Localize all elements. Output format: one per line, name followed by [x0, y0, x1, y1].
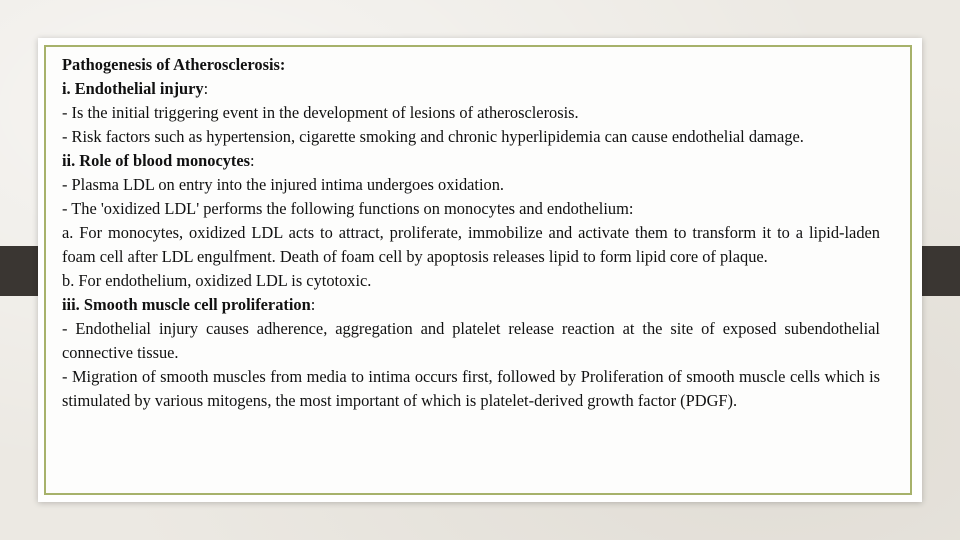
section-1-point-2: - Risk factors such as hypertension, cigarette smoking and chronic hyperlipidemia can cause endothelial damage. — [62, 127, 804, 146]
section-1-heading: i. Endothelial injury — [62, 79, 204, 98]
section-3-heading-line — [62, 293, 880, 317]
section-2-point-2: - The 'oxidized LDL' performs the following functions on monocytes and endothelium: — [62, 199, 634, 218]
section-1-colon: : — [203, 79, 209, 98]
slide-text-block — [62, 53, 880, 413]
section-2-point-1: - Plasma LDL on entry into the injured intima undergoes oxidation. — [62, 175, 505, 194]
section-3-heading: iii. Smooth muscle cell proliferation — [62, 295, 311, 314]
section-2-heading: ii. Role of blood monocytes — [62, 151, 251, 170]
section-1-point-1: - Is the initial triggering event in the development of lesions of atherosclerosis. — [62, 103, 579, 122]
section-2-colon: : — [250, 151, 255, 170]
section-3-colon: : — [310, 295, 316, 314]
section-2-point-4: b. For endothelium, oxidized LDL is cytotoxic. — [62, 271, 372, 290]
section-3-point-2: - Migration of smooth muscles from media to intima occurs first, followed by Proliferation of smooth muscle cells which is stimulated by various mitogens, the most important of which is platelet-derived growth factor (PDGF). — [62, 367, 880, 410]
slide-title: Pathogenesis of Atherosclerosis: — [62, 55, 286, 74]
section-2-point-3: a. For monocytes, oxidized LDL acts to attract, proliferate, immobilize and activate them to transform it to a lipid-laden foam cell after LDL engulfment. Death of foam cell by apoptosis releases lipid to form lipid core of plaque. — [62, 223, 880, 266]
section-1-heading-line — [62, 77, 880, 101]
section-2-heading-line — [62, 149, 880, 173]
section-3-point-1: - Endothelial injury causes adherence, aggregation and platelet release reaction at the site of exposed subendothelial connective tissue. — [62, 319, 880, 362]
